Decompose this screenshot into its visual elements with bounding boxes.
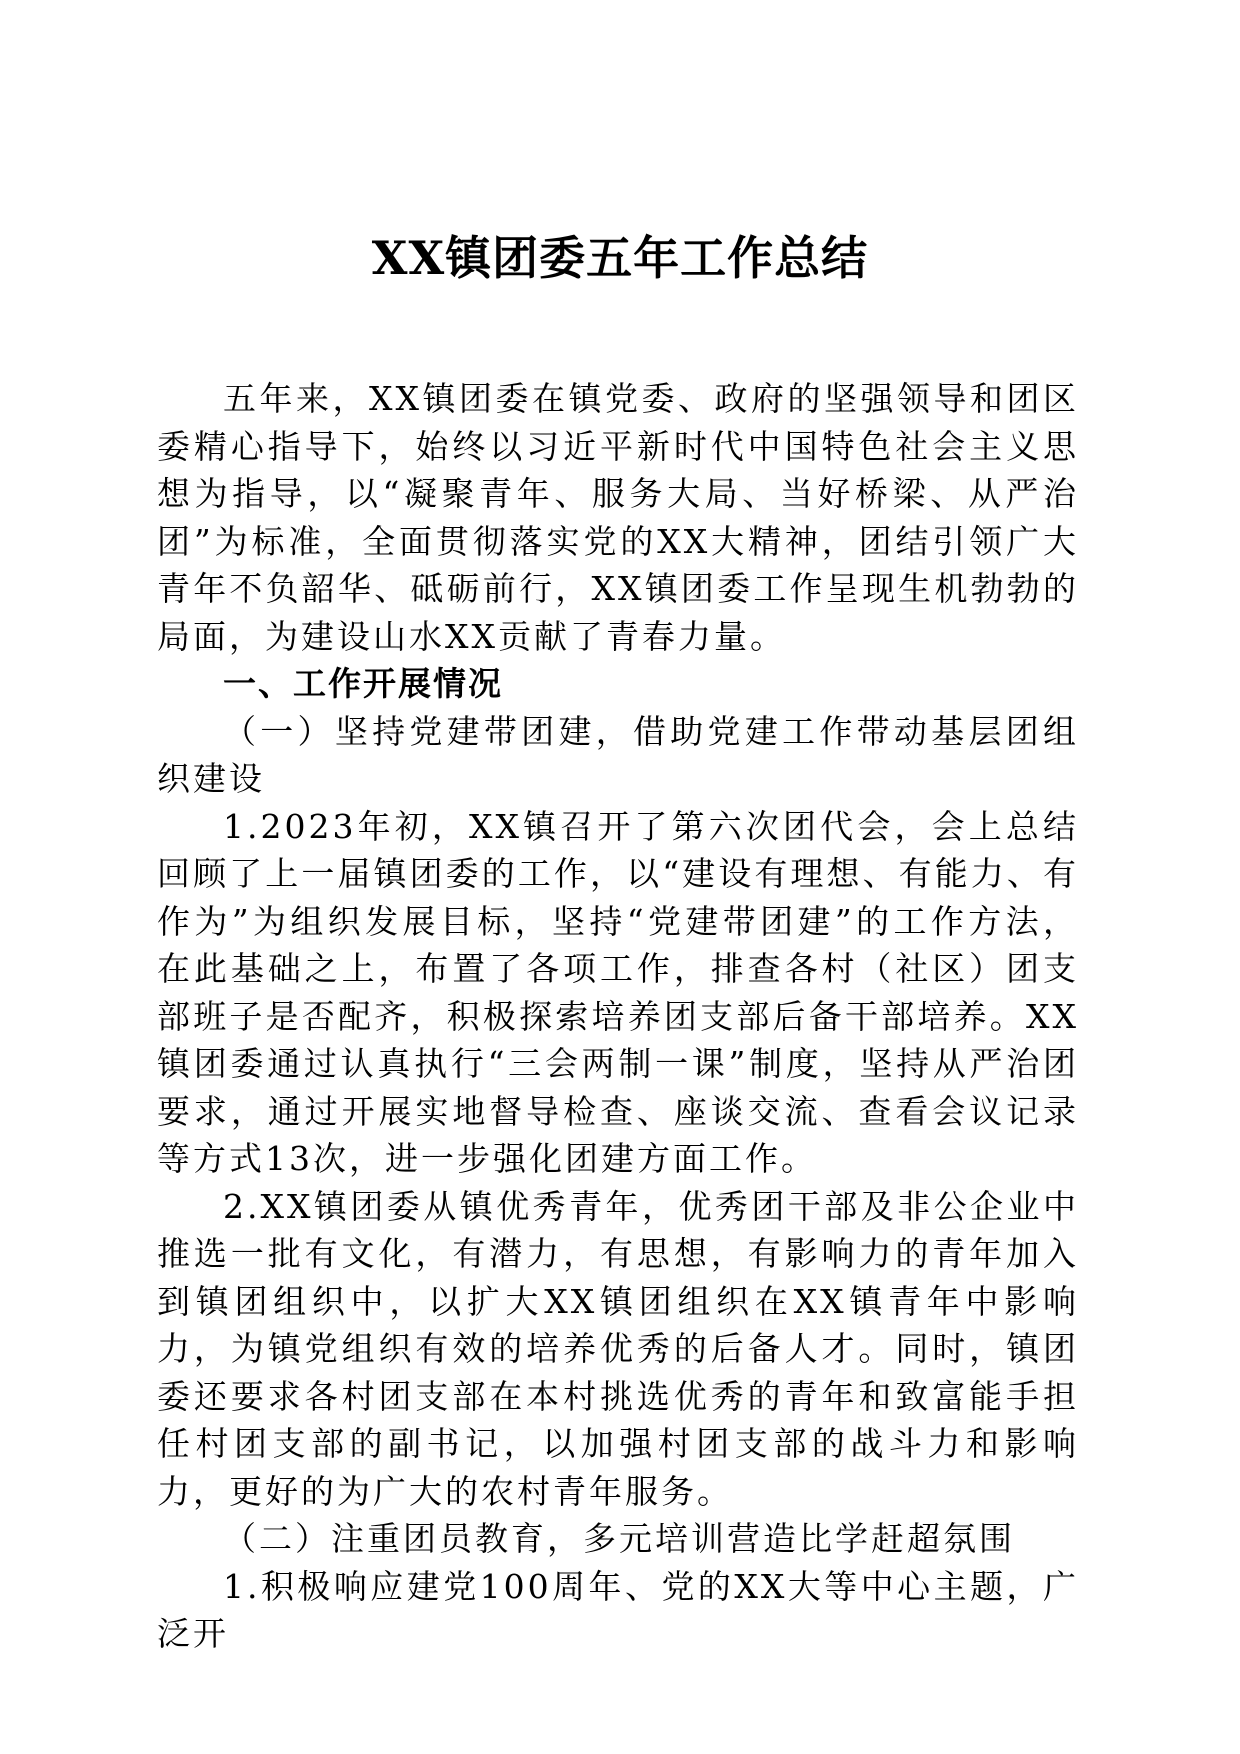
heading-subsection-1: （一）坚持党建带团建，借助党建工作带动基层团组织建设 — [157, 711, 1079, 798]
document-body — [157, 375, 1079, 1658]
document-title: XX镇团委五年工作总结 — [371, 231, 869, 285]
heading-subsection-2: （二）注重团员教育，多元培训营造比学赶超氛围 — [223, 1519, 1015, 1558]
paragraph-item-2-1: 1.积极响应建党100周年、党的XX大等中心主题，广泛开 — [157, 1566, 1079, 1653]
heading-section-1: 一、工作开展情况 — [223, 664, 503, 703]
paragraph-item-1-1: 1.2023年初，XX镇召开了第六次团代会，会上总结回顾了上一届镇团委的工作，以“建设有理想、有能力、有作为”为组织发展目标，坚持“党建带团建”的工作方法，在此基础之上，布置了各项工作，排查各村（社区）团支部班子是否配齐，积极探索培养团支部后备干部培养。XX镇团委通过认真执行“三会两制一课”制度，坚持从严治团要求，通过开展实地督导检查、座谈交流、查看会议记录等方式13次，进一步强化团建方面工作。 — [157, 806, 1079, 1178]
paragraph-intro: 五年来，XX镇团委在镇党委、政府的坚强领导和团区委精心指导下，始终以习近平新时代中国特色社会主义思想为指导，以“凝聚青年、服务大局、当好桥梁、从严治团”为标准，全面贯彻落实党的XX大精神，团结引领广大青年不负韶华、砥砺前行，XX镇团委工作呈现生机勃勃的局面，为建设山水XX贡献了青春力量。 — [157, 379, 1079, 656]
paragraph-item-1-2: 2.XX镇团委从镇优秀青年，优秀团干部及非公企业中推选一批有文化，有潜力，有思想，有影响力的青年加入到镇团组织中，以扩大XX镇团组织在XX镇青年中影响力，为镇党组织有效的培养优秀的后备人才。同时，镇团委还要求各村团支部在本村挑选优秀的青年和致富能手担任村团支部的副书记，以加强村团支部的战斗力和影响力，更好的为广大的农村青年服务。 — [157, 1186, 1079, 1511]
